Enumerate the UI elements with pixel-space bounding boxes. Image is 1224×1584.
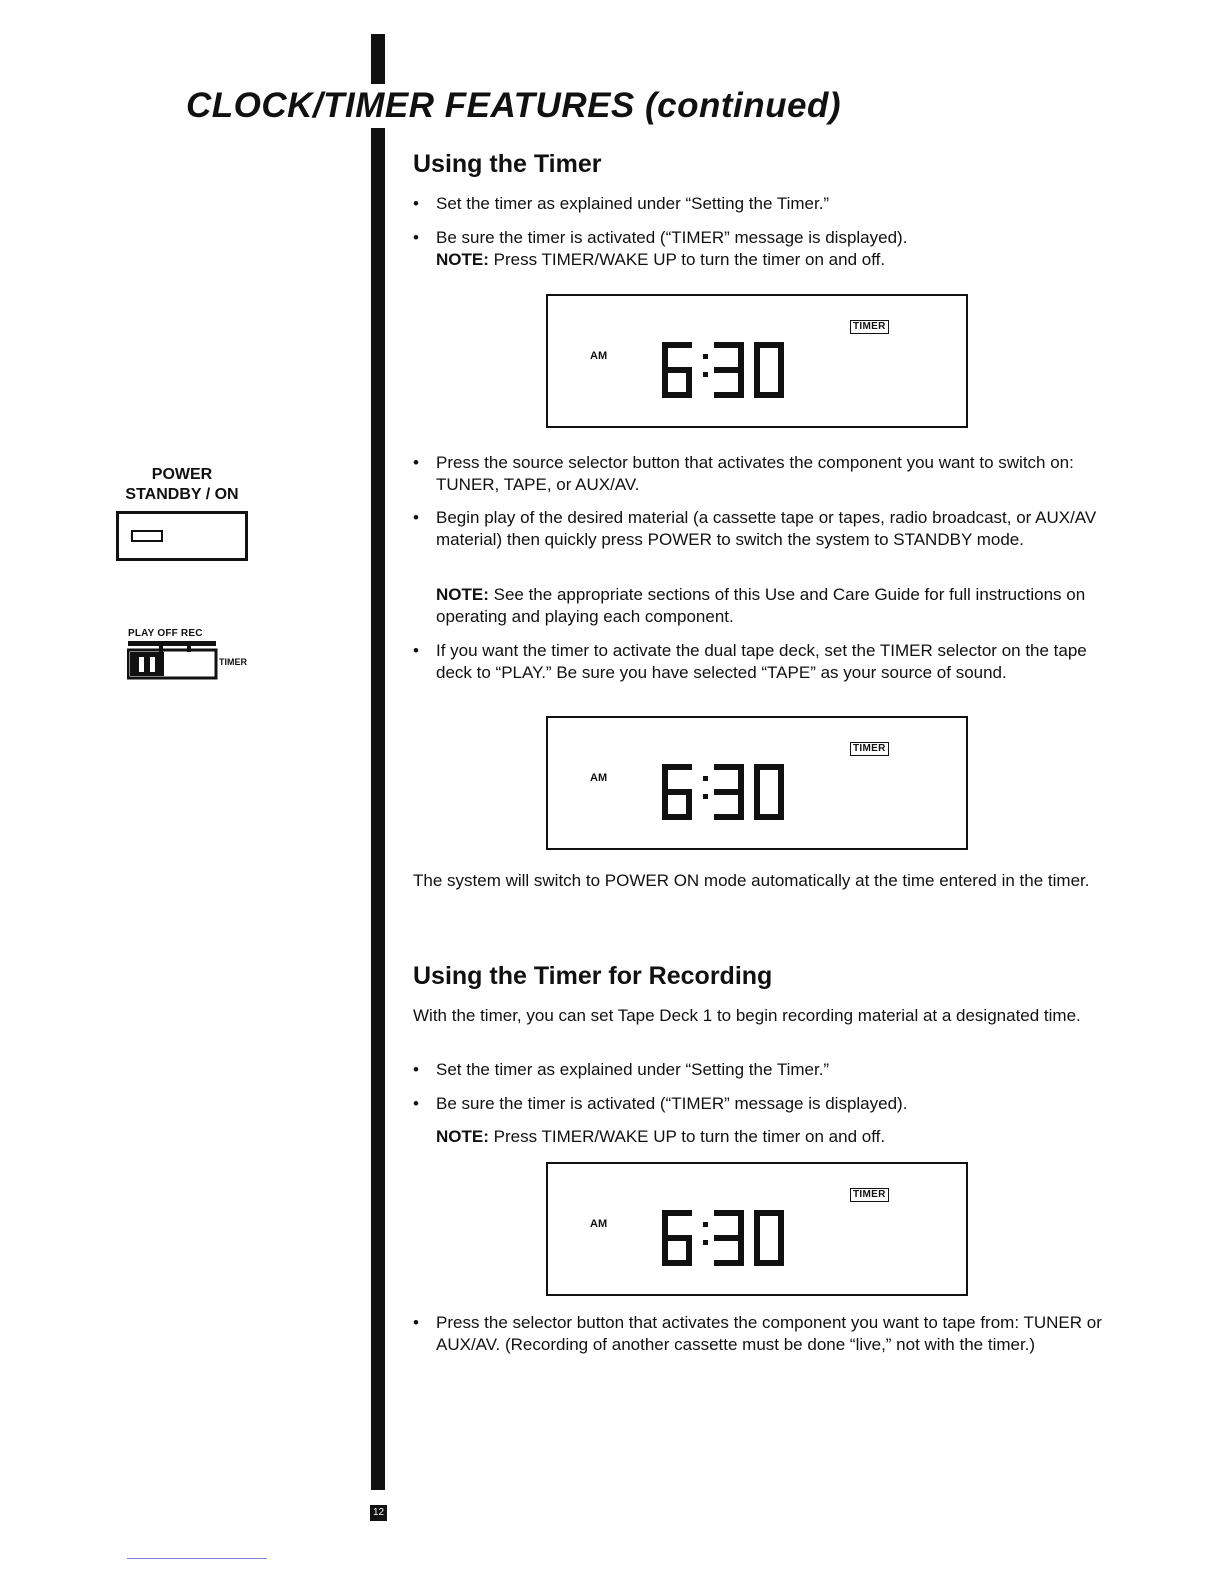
bullet-text: If you want the timer to activate the dual tape deck, set the TIMER selector on the tape deck to “PLAY.” Be sure you have selected “TAPE” as your source of sound. xyxy=(436,641,1087,682)
bullet-icon: • xyxy=(413,194,419,213)
lcd-digit-segment xyxy=(662,367,692,373)
bullet-icon: • xyxy=(413,508,419,527)
timer-switch-label: PLAY OFF REC xyxy=(128,628,203,639)
note-text: See the appropriate sections of this Use and Care Guide for full instructions on operating and playing each component. xyxy=(436,585,1086,626)
timer-switch-side-label: TIMER xyxy=(219,657,247,667)
bullet-text: Press the selector button that activates the component you want to tape from: TUNER or AUX/AV. (Recording of another cassette must be done “live,” not with the timer.) xyxy=(436,1313,1102,1354)
page-number: 12 xyxy=(370,1505,387,1521)
lcd-am-indicator: AM xyxy=(590,1218,608,1230)
lcd-display xyxy=(546,294,968,428)
bullet-icon: • xyxy=(413,1313,419,1332)
intro-paragraph: With the timer, you can set Tape Deck 1 to begin recording material at a designated time. xyxy=(413,1006,1081,1025)
lcd-digit-segment xyxy=(714,1260,744,1266)
lcd-digit-segment xyxy=(662,764,668,792)
footer-rule xyxy=(127,1558,267,1559)
bullet-icon: • xyxy=(413,641,419,660)
lcd-digit-segment xyxy=(778,764,784,792)
power-button-label xyxy=(112,465,252,505)
page-title: CLOCK/TIMER FEATURES (continued) xyxy=(186,86,842,125)
bullet-icon: • xyxy=(413,228,419,247)
lcd-digit-segment xyxy=(714,789,744,795)
lcd-digit-segment xyxy=(662,1210,668,1238)
list-item xyxy=(413,452,1123,496)
lcd-colon-dot xyxy=(703,794,708,799)
lcd-am-indicator: AM xyxy=(590,772,608,784)
lcd-digit-segment xyxy=(714,367,744,373)
bullet-text: Set the timer as explained under “Setting the Timer.” xyxy=(436,1060,830,1079)
power-label-line1: POWER xyxy=(151,466,213,483)
lcd-digit-segment xyxy=(754,792,760,820)
lcd-digit-segment xyxy=(754,370,760,398)
list-item xyxy=(413,1312,1123,1356)
bullet-text: Begin play of the desired material (a cassette tape or tapes, radio broadcast, or AUX/AV material) then quickly press POWER to switch the system to STANDBY mode. xyxy=(436,508,1097,549)
lcd-digit-segment xyxy=(714,392,744,398)
lcd-digit-segment xyxy=(662,789,692,795)
lcd-digit-segment xyxy=(662,370,668,398)
bullet-text: Press the source selector button that activates the component you want to switch on: TUNER, TAPE, or AUX/AV. xyxy=(436,453,1074,494)
lcd-display xyxy=(546,1162,968,1296)
closing-paragraph: The system will switch to POWER ON mode automatically at the time entered in the timer. xyxy=(413,871,1090,890)
power-standby-button-illustration xyxy=(116,511,248,561)
power-button-slot xyxy=(131,530,163,542)
lcd-colon-dot xyxy=(703,776,708,781)
bullet-text: Be sure the timer is activated (“TIMER” message is displayed). xyxy=(436,1094,908,1113)
bullet-text: Set the timer as explained under “Setting the Timer.” xyxy=(436,194,830,213)
lcd-digit-segment xyxy=(778,342,784,370)
lcd-time-digits xyxy=(660,338,790,402)
lcd-digit-segment xyxy=(714,814,744,820)
lcd-digit-segment xyxy=(738,342,744,370)
lcd-time-digits xyxy=(660,1206,790,1270)
note-paragraph xyxy=(436,584,1123,628)
note-paragraph xyxy=(436,1126,1123,1148)
lcd-digit-segment xyxy=(662,342,668,370)
note-label: NOTE: xyxy=(436,585,489,604)
lcd-digit-segment xyxy=(662,792,668,820)
vertical-divider-bar xyxy=(371,128,385,1490)
lcd-colon-dot xyxy=(703,1222,708,1227)
lcd-timer-indicator: TIMER xyxy=(850,1188,889,1202)
list-item xyxy=(413,227,1123,271)
lcd-colon-dot xyxy=(703,372,708,377)
lcd-digit-segment xyxy=(754,342,760,370)
section-heading-using-timer: Using the Timer xyxy=(413,150,602,178)
lcd-digit-segment xyxy=(738,764,744,792)
bullet-text: Be sure the timer is activated (“TIMER” message is displayed). xyxy=(436,228,908,247)
bullet-icon: • xyxy=(413,453,419,472)
lcd-digit-segment xyxy=(714,1235,744,1241)
list-item xyxy=(413,1093,1123,1115)
lcd-time-digits xyxy=(660,760,790,824)
list-item xyxy=(413,193,1123,215)
title-accent-bar xyxy=(371,34,385,84)
lcd-digit-segment xyxy=(778,1210,784,1238)
note-text: Press TIMER/WAKE UP to turn the timer on and off. xyxy=(488,1127,886,1146)
lcd-timer-indicator: TIMER xyxy=(850,320,889,334)
bullet-icon: • xyxy=(413,1094,419,1113)
note-label: NOTE: xyxy=(436,250,489,269)
lcd-colon-dot xyxy=(703,1240,708,1245)
lcd-digit-segment xyxy=(662,1238,668,1266)
timer-selector-switch-illustration xyxy=(127,640,219,680)
section-heading-timer-recording: Using the Timer for Recording xyxy=(413,962,773,990)
note-label: NOTE: xyxy=(436,1127,489,1146)
lcd-digit-segment xyxy=(738,1210,744,1238)
lcd-digit-segment xyxy=(754,1210,760,1238)
list-item xyxy=(413,640,1123,684)
power-label-line2: STANDBY / ON xyxy=(125,486,239,503)
lcd-display xyxy=(546,716,968,850)
lcd-colon-dot xyxy=(703,354,708,359)
lcd-digit-segment xyxy=(662,1235,692,1241)
list-item xyxy=(413,1059,1123,1081)
lcd-am-indicator: AM xyxy=(590,350,608,362)
lcd-digit-segment xyxy=(754,1238,760,1266)
lcd-digit-segment xyxy=(754,764,760,792)
lcd-timer-indicator: TIMER xyxy=(850,742,889,756)
note-text: Press TIMER/WAKE UP to turn the timer on and off. xyxy=(488,250,886,269)
list-item xyxy=(413,507,1123,551)
bullet-icon: • xyxy=(413,1060,419,1079)
